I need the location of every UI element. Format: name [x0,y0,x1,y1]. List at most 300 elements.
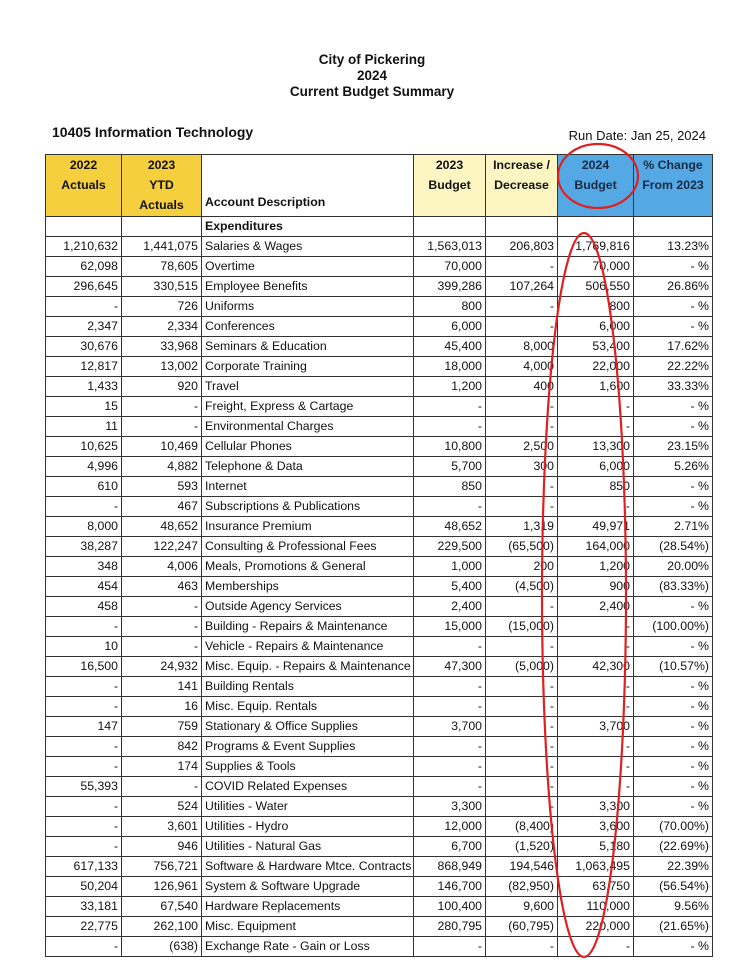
cell-a2022: - [46,697,122,717]
cell-inc: 8,000 [486,337,558,357]
table-row [46,337,713,357]
cell-a2023: 48,652 [122,517,202,537]
cell-b2023: 100,400 [414,897,486,917]
table-row [46,577,713,597]
table-row [46,537,713,557]
cell-b2024: 800 [558,297,634,317]
cell-chg: - % [634,417,713,437]
cell-desc: Insurance Premium [202,517,414,537]
col-account-description: Account Description [202,155,414,217]
cell-a2022: 8,000 [46,517,122,537]
cell-b2024: 506,550 [558,277,634,297]
table-row [46,257,713,277]
cell-a2022: 50,204 [46,877,122,897]
cell-inc: - [486,737,558,757]
table-row [46,437,713,457]
cell-b2023: 5,700 [414,457,486,477]
cell-b2023: 1,200 [414,377,486,397]
cell-a2023: 946 [122,837,202,857]
cell-inc: - [486,417,558,437]
cell-b2023: 3,700 [414,717,486,737]
cell-a2022: - [46,737,122,757]
cell-chg: (21.65%) [634,917,713,937]
cell-b2024: 6,000 [558,457,634,477]
cell-b2024: - [558,757,634,777]
cell-b2023: - [414,417,486,437]
cell-inc: - [486,497,558,517]
cell-desc: Employee Benefits [202,277,414,297]
report-title-block [0,52,744,100]
col-increase-decrease: Increase / Decrease [486,155,558,217]
cell-a2022: 1,433 [46,377,122,397]
cell-chg: (83.33%) [634,577,713,597]
cell-b2024: 3,600 [558,817,634,837]
cell-chg: - % [634,597,713,617]
cell-a2023: 10,469 [122,437,202,457]
cell-a2022: - [46,797,122,817]
cell-desc: Exchange Rate - Gain or Loss [202,937,414,957]
section-label: Expenditures [202,217,414,237]
cell-b2023: 10,800 [414,437,486,457]
cell-a2023: 330,515 [122,277,202,297]
cell-b2023: - [414,497,486,517]
cell-a2023: - [122,617,202,637]
cell-b2023: 800 [414,297,486,317]
cell-b2024: 1,200 [558,557,634,577]
cell-a2022: 30,676 [46,337,122,357]
cell-a2023: (638) [122,937,202,957]
cell-a2023: - [122,397,202,417]
cell-b2023: 18,000 [414,357,486,377]
cell-chg: 22.39% [634,857,713,877]
cell-desc: Stationary & Office Supplies [202,717,414,737]
cell-a2023: 1,441,075 [122,237,202,257]
cell-a2023: 78,605 [122,257,202,277]
cell-b2023: 70,000 [414,257,486,277]
cell-b2023: - [414,697,486,717]
cell-b2024: - [558,497,634,517]
cell-b2023: 146,700 [414,877,486,897]
cell-chg: - % [634,497,713,517]
cell-b2024: 1,600 [558,377,634,397]
cell-chg: 26.86% [634,277,713,297]
cell-inc: 194,546 [486,857,558,877]
cell-b2023: 12,000 [414,817,486,837]
cell-desc: Vehicle - Repairs & Maintenance [202,637,414,657]
cell-a2023: 141 [122,677,202,697]
cell-b2024: - [558,737,634,757]
col-percent-change: % Change From 2023 [634,155,713,217]
cell-a2023: 593 [122,477,202,497]
table-row [46,397,713,417]
cell-chg: (100.00%) [634,617,713,637]
table-row [46,717,713,737]
cell-desc: Utilities - Water [202,797,414,817]
cell-desc: Environmental Charges [202,417,414,437]
table-row [46,917,713,937]
table-row [46,557,713,577]
cell-b2024: 3,700 [558,717,634,737]
cell-chg: (28.54%) [634,537,713,557]
cell-a2022: - [46,497,122,517]
cell-a2022: 16,500 [46,657,122,677]
table-row [46,697,713,717]
cell-inc: - [486,697,558,717]
cell-chg: 23.15% [634,437,713,457]
table-row [46,897,713,917]
col-2024-budget: 2024 Budget [558,155,634,217]
table-row [46,237,713,257]
cell-b2023: - [414,757,486,777]
cell-chg: - % [634,637,713,657]
cell-inc: (4,500) [486,577,558,597]
cell-inc: - [486,637,558,657]
cell-desc: Hardware Replacements [202,897,414,917]
budget-table [45,154,713,957]
cell-b2024: 63,750 [558,877,634,897]
cell-a2023: 126,961 [122,877,202,897]
cell-a2023: - [122,777,202,797]
cell-a2023: 467 [122,497,202,517]
cell-b2024: 220,000 [558,917,634,937]
cell-chg: - % [634,297,713,317]
cell-inc: (1,520) [486,837,558,857]
cell-a2022: 33,181 [46,897,122,917]
table-row [46,657,713,677]
cell-desc: Supplies & Tools [202,757,414,777]
col-2023-ytd-actuals: 2023 YTD Actuals [122,155,202,217]
cell-a2023: 262,100 [122,917,202,937]
cell-a2023: 24,932 [122,657,202,677]
cell-a2022: - [46,757,122,777]
cell-b2023: 229,500 [414,537,486,557]
table-row [46,277,713,297]
cell-inc: 107,264 [486,277,558,297]
cell-a2023: - [122,597,202,617]
cell-b2024: 1,063,495 [558,857,634,877]
cell-chg: (22.69%) [634,837,713,857]
cell-chg: - % [634,697,713,717]
cell-a2022: 348 [46,557,122,577]
table-row [46,297,713,317]
cell-a2023: - [122,637,202,657]
cell-chg: - % [634,797,713,817]
cell-a2022: 4,996 [46,457,122,477]
cell-b2024: - [558,417,634,437]
cell-b2024: 70,000 [558,257,634,277]
cell-a2022: - [46,677,122,697]
cell-a2023: 463 [122,577,202,597]
cell-a2023: 174 [122,757,202,777]
cell-desc: Misc. Equipment [202,917,414,937]
cell-a2022: 38,287 [46,537,122,557]
cell-chg: - % [634,397,713,417]
cell-desc: COVID Related Expenses [202,777,414,797]
cell-b2023: 48,652 [414,517,486,537]
cell-desc: Utilities - Hydro [202,817,414,837]
cell-chg: (70.00%) [634,817,713,837]
report-year: 2024 [356,68,388,83]
cell-b2024: - [558,397,634,417]
cell-b2023: 6,000 [414,317,486,337]
cell-b2024: 2,400 [558,597,634,617]
cell-a2023: 33,968 [122,337,202,357]
cell-a2022: - [46,297,122,317]
cell-a2023: 3,601 [122,817,202,837]
cell-inc: 1,319 [486,517,558,537]
cell-a2022: 147 [46,717,122,737]
cell-a2023: 4,882 [122,457,202,477]
cell-b2024: 1,769,816 [558,237,634,257]
cell-b2024: 53,400 [558,337,634,357]
cell-desc: System & Software Upgrade [202,877,414,897]
cell-a2022: - [46,937,122,957]
cell-inc: - [486,797,558,817]
cell-desc: Corporate Training [202,357,414,377]
table-row [46,517,713,537]
cell-inc: 300 [486,457,558,477]
cell-a2023: 759 [122,717,202,737]
cell-a2023: 920 [122,377,202,397]
cell-chg: 2.71% [634,517,713,537]
table-header-row [46,155,713,217]
cell-a2022: 458 [46,597,122,617]
cell-desc: Uniforms [202,297,414,317]
cell-b2023: 5,400 [414,577,486,597]
cell-desc: Outside Agency Services [202,597,414,617]
cell-inc: (60,795) [486,917,558,937]
cell-chg: 13.23% [634,237,713,257]
table-row [46,357,713,377]
cell-a2022: 1,210,632 [46,237,122,257]
cell-chg: 20.00% [634,557,713,577]
table-row [46,777,713,797]
table-row [46,597,713,617]
cell-a2022: 15 [46,397,122,417]
cell-chg: - % [634,317,713,337]
cell-a2023: 2,334 [122,317,202,337]
cell-desc: Seminars & Education [202,337,414,357]
cell-chg: (10.57%) [634,657,713,677]
cell-a2022: 10,625 [46,437,122,457]
cell-b2024: - [558,777,634,797]
cell-b2024: 42,300 [558,657,634,677]
cell-a2022: 11 [46,417,122,437]
cell-inc: 2,500 [486,437,558,457]
table-row [46,317,713,337]
cell-b2023: 280,795 [414,917,486,937]
cell-desc: Consulting & Professional Fees [202,537,414,557]
cell-a2023: 756,721 [122,857,202,877]
cell-desc: Travel [202,377,414,397]
cell-chg: 9.56% [634,897,713,917]
cell-b2024: 5,180 [558,837,634,857]
cell-a2022: 55,393 [46,777,122,797]
cell-desc: Salaries & Wages [202,237,414,257]
cell-b2023: 868,949 [414,857,486,877]
cell-chg: - % [634,937,713,957]
cell-a2022: 296,645 [46,277,122,297]
cell-chg: - % [634,677,713,697]
table-row [46,737,713,757]
cell-inc: 200 [486,557,558,577]
cell-a2022: - [46,837,122,857]
cell-desc: Conferences [202,317,414,337]
cell-a2022: 62,098 [46,257,122,277]
cell-inc: - [486,477,558,497]
table-row [46,417,713,437]
cell-chg: 17.62% [634,337,713,357]
department-name: 10405 Information Technology [52,124,254,140]
cell-desc: Misc. Equip. - Repairs & Maintenance [202,657,414,677]
cell-b2023: - [414,397,486,417]
cell-chg: - % [634,477,713,497]
cell-a2022: 12,817 [46,357,122,377]
cell-a2022: - [46,617,122,637]
cell-b2023: 850 [414,477,486,497]
table-row [46,757,713,777]
section-row-expenditures [46,217,713,237]
cell-b2023: - [414,737,486,757]
table-row [46,377,713,397]
cell-a2022: 22,775 [46,917,122,937]
cell-inc: - [486,257,558,277]
cell-a2023: 122,247 [122,537,202,557]
cell-b2024: 13,300 [558,437,634,457]
cell-b2023: 3,300 [414,797,486,817]
cell-desc: Overtime [202,257,414,277]
table-row [46,797,713,817]
cell-b2023: - [414,937,486,957]
cell-a2022: 610 [46,477,122,497]
cell-a2022: - [46,817,122,837]
table-row [46,637,713,657]
cell-b2024: - [558,937,634,957]
cell-b2024: 6,000 [558,317,634,337]
cell-desc: Software & Hardware Mtce. Contracts [202,857,414,877]
cell-inc: - [486,777,558,797]
cell-b2024: - [558,637,634,657]
report-title: Current Budget Summary [289,84,455,99]
cell-a2023: 524 [122,797,202,817]
cell-chg: - % [634,257,713,277]
cell-desc: Meals, Promotions & General [202,557,414,577]
col-2023-budget: 2023 Budget [414,155,486,217]
table-row [46,457,713,477]
cell-b2023: 47,300 [414,657,486,677]
cell-inc: (8,400) [486,817,558,837]
table-row [46,937,713,957]
cell-inc: (65,500) [486,537,558,557]
cell-inc: - [486,717,558,737]
cell-desc: Programs & Event Supplies [202,737,414,757]
cell-chg: (56.54%) [634,877,713,897]
cell-a2023: 16 [122,697,202,717]
cell-desc: Cellular Phones [202,437,414,457]
cell-b2023: 6,700 [414,837,486,857]
cell-b2023: - [414,677,486,697]
org-name: City of Pickering [318,52,426,67]
run-date: Run Date: Jan 25, 2024 [568,128,706,143]
cell-inc: 4,000 [486,357,558,377]
cell-chg: - % [634,737,713,757]
cell-a2023: - [122,417,202,437]
cell-inc: - [486,397,558,417]
table-row [46,877,713,897]
cell-inc: - [486,757,558,777]
cell-desc: Subscriptions & Publications [202,497,414,517]
cell-desc: Memberships [202,577,414,597]
cell-a2023: 67,540 [122,897,202,917]
cell-chg: - % [634,777,713,797]
cell-b2024: 850 [558,477,634,497]
cell-b2024: 164,000 [558,537,634,557]
cell-inc: - [486,677,558,697]
cell-desc: Internet [202,477,414,497]
cell-inc: 400 [486,377,558,397]
cell-desc: Misc. Equip. Rentals [202,697,414,717]
cell-inc: 9,600 [486,897,558,917]
cell-a2023: 726 [122,297,202,317]
cell-inc: - [486,297,558,317]
cell-inc: - [486,597,558,617]
table-row [46,857,713,877]
cell-a2022: 2,347 [46,317,122,337]
cell-desc: Building - Repairs & Maintenance [202,617,414,637]
cell-desc: Telephone & Data [202,457,414,477]
cell-a2023: 13,002 [122,357,202,377]
cell-b2024: - [558,677,634,697]
cell-b2024: - [558,697,634,717]
cell-a2023: 842 [122,737,202,757]
table-row [46,497,713,517]
cell-inc: - [486,937,558,957]
cell-a2023: 4,006 [122,557,202,577]
cell-a2022: 617,133 [46,857,122,877]
cell-desc: Utilities - Natural Gas [202,837,414,857]
cell-b2023: 1,000 [414,557,486,577]
cell-inc: - [486,317,558,337]
cell-b2024: 3,300 [558,797,634,817]
cell-b2023: - [414,777,486,797]
cell-chg: 22.22% [634,357,713,377]
cell-inc: (82,950) [486,877,558,897]
cell-inc: 206,803 [486,237,558,257]
cell-chg: 5.26% [634,457,713,477]
cell-b2023: 2,400 [414,597,486,617]
cell-chg: - % [634,717,713,737]
cell-a2022: 10 [46,637,122,657]
table-row [46,817,713,837]
cell-inc: (5,000) [486,657,558,677]
cell-b2024: 22,000 [558,357,634,377]
cell-desc: Building Rentals [202,677,414,697]
cell-b2024: 900 [558,577,634,597]
cell-desc: Freight, Express & Cartage [202,397,414,417]
cell-b2024: - [558,617,634,637]
cell-b2023: - [414,637,486,657]
cell-chg: - % [634,757,713,777]
cell-b2024: 110,000 [558,897,634,917]
table-row [46,617,713,637]
cell-b2023: 45,400 [414,337,486,357]
cell-b2023: 1,563,013 [414,237,486,257]
table-row [46,837,713,857]
cell-b2023: 15,000 [414,617,486,637]
cell-a2022: 454 [46,577,122,597]
col-2022-actuals: 2022 Actuals [46,155,122,217]
table-row [46,677,713,697]
